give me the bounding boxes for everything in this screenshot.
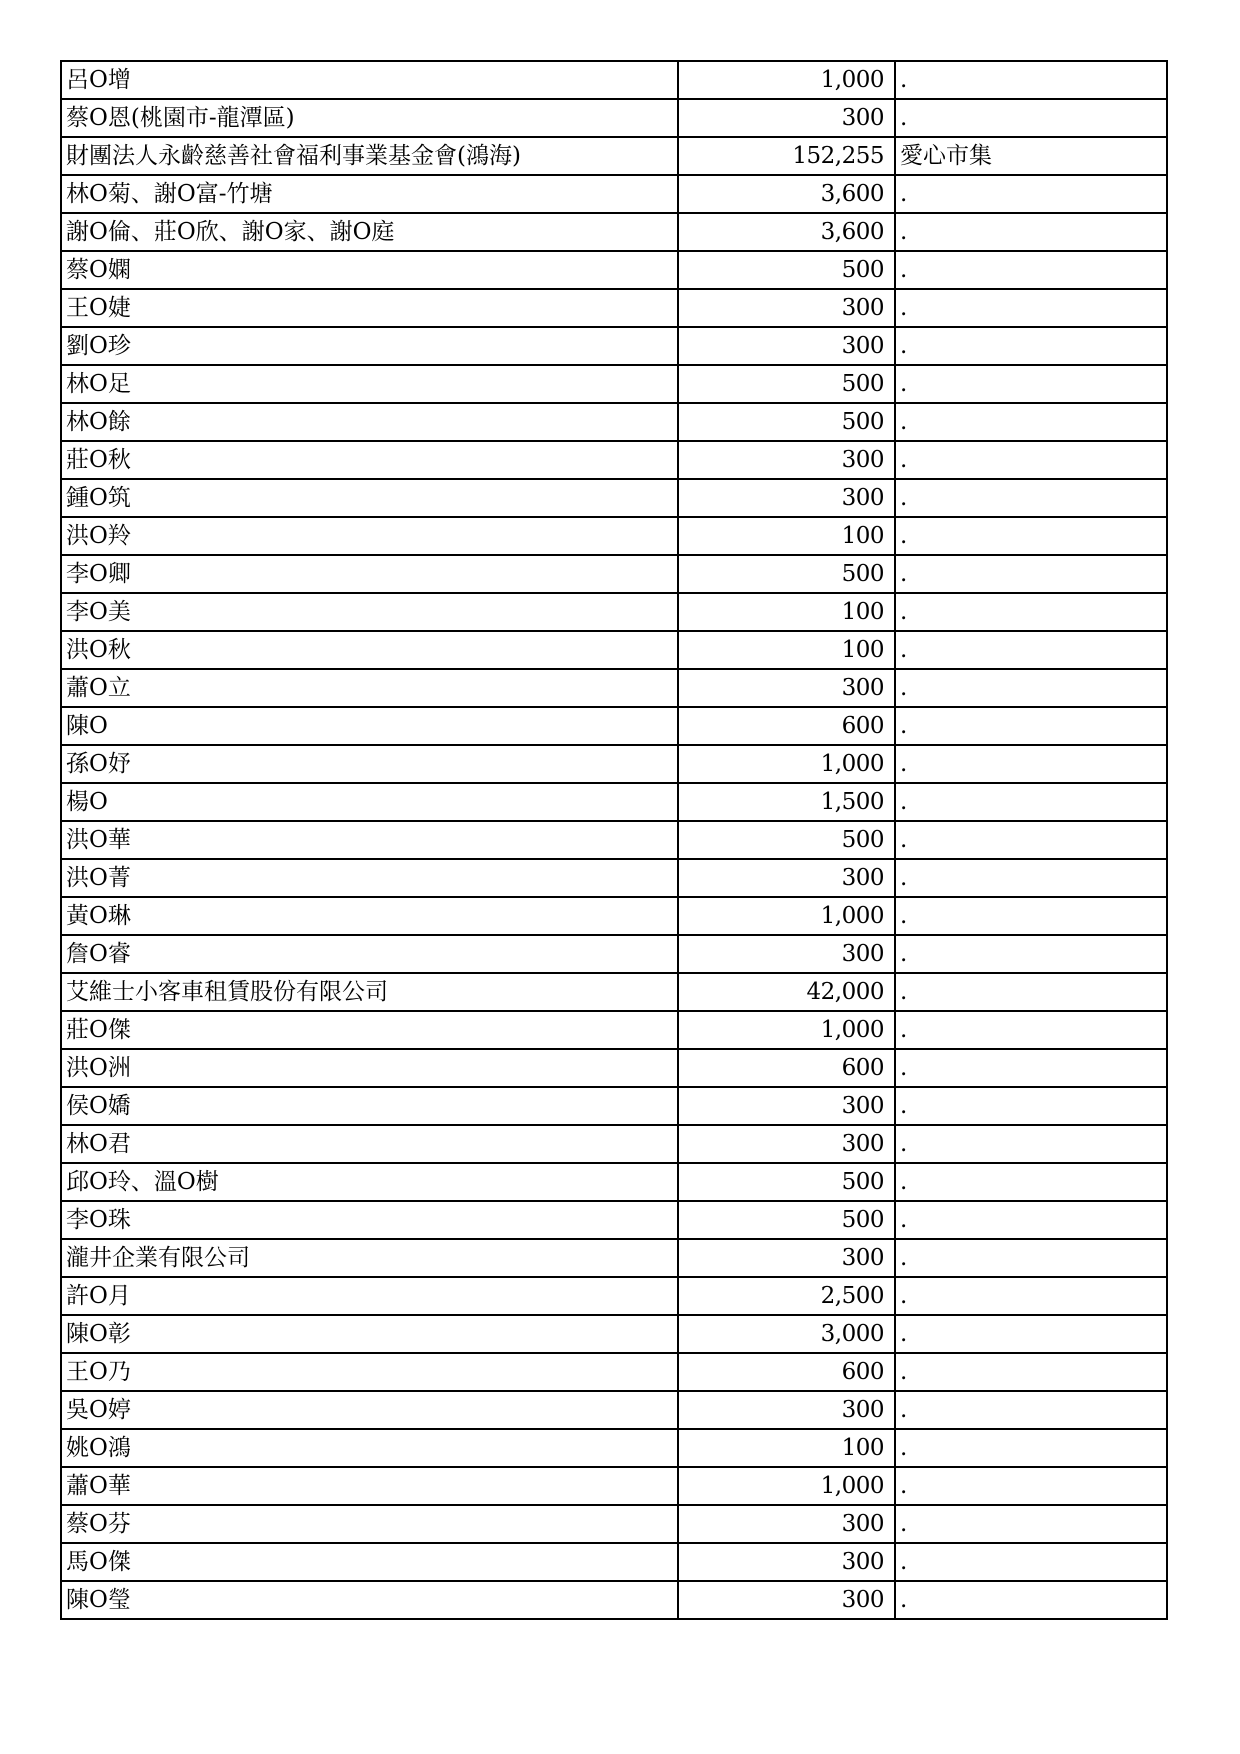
donation-amount-cell: 1,500 [678,783,895,821]
donation-note-cell: . [895,1087,1167,1125]
donation-amount-cell: 1,000 [678,1011,895,1049]
donation-table [60,60,1168,1620]
donation-note-cell: . [895,479,1167,517]
donor-name-cell: 蔡O恩(桃園市-龍潭區) [61,99,678,137]
table-row [61,99,1167,137]
donor-name-cell: 瀧井企業有限公司 [61,1239,678,1277]
donation-amount-cell: 300 [678,1581,895,1619]
table-row [61,479,1167,517]
table-row [61,1505,1167,1543]
table-row [61,1125,1167,1163]
donation-note-cell: . [895,1429,1167,1467]
table-row [61,517,1167,555]
donation-amount-cell: 100 [678,517,895,555]
donation-note-cell: . [895,1201,1167,1239]
donation-note-cell: . [895,213,1167,251]
donor-name-cell: 蔡O嫻 [61,251,678,289]
donation-note-cell: . [895,1125,1167,1163]
donation-note-cell: . [895,821,1167,859]
table-row [61,1011,1167,1049]
donor-name-cell: 侯O嬌 [61,1087,678,1125]
table-row [61,1543,1167,1581]
donation-note-cell: . [895,707,1167,745]
table-row [61,289,1167,327]
donor-name-cell: 陳O瑩 [61,1581,678,1619]
donation-amount-cell: 300 [678,289,895,327]
donation-note-cell: . [895,1353,1167,1391]
donor-name-cell: 林O足 [61,365,678,403]
donation-note-cell: . [895,1467,1167,1505]
table-row [61,1581,1167,1619]
donation-note-cell: . [895,289,1167,327]
table-row [61,61,1167,99]
donation-note-cell: . [895,61,1167,99]
donation-note-cell: . [895,1239,1167,1277]
donor-name-cell: 莊O秋 [61,441,678,479]
table-row [61,593,1167,631]
table-row [61,1201,1167,1239]
donation-amount-cell: 500 [678,251,895,289]
table-row [61,897,1167,935]
donation-amount-cell: 300 [678,669,895,707]
donation-amount-cell: 500 [678,1163,895,1201]
donation-note-cell: . [895,365,1167,403]
donation-note-cell: . [895,669,1167,707]
donor-name-cell: 許O月 [61,1277,678,1315]
donation-note-cell: . [895,1011,1167,1049]
donor-name-cell: 馬O傑 [61,1543,678,1581]
table-row [61,783,1167,821]
donor-name-cell: 艾維士小客車租賃股份有限公司 [61,973,678,1011]
table-row [61,175,1167,213]
donor-name-cell: 林O餘 [61,403,678,441]
donation-note-cell: . [895,403,1167,441]
donation-table-body [61,61,1167,1619]
donation-note-cell: . [895,1543,1167,1581]
donation-note-cell: . [895,1049,1167,1087]
table-row [61,1467,1167,1505]
table-row [61,1429,1167,1467]
table-row [61,1353,1167,1391]
table-row [61,1087,1167,1125]
donor-name-cell: 蔡O芬 [61,1505,678,1543]
donation-note-cell: . [895,1315,1167,1353]
table-row [61,821,1167,859]
table-row [61,1163,1167,1201]
donor-name-cell: 林O君 [61,1125,678,1163]
table-row [61,327,1167,365]
donation-amount-cell: 300 [678,479,895,517]
table-row [61,707,1167,745]
donation-amount-cell: 100 [678,593,895,631]
donation-amount-cell: 300 [678,859,895,897]
donor-name-cell: 鍾O筑 [61,479,678,517]
donor-name-cell: 王O乃 [61,1353,678,1391]
donor-name-cell: 李O卿 [61,555,678,593]
table-row [61,365,1167,403]
donation-note-cell: . [895,935,1167,973]
donation-amount-cell: 600 [678,1353,895,1391]
donation-note-cell: . [895,555,1167,593]
donation-amount-cell: 3,600 [678,213,895,251]
table-row [61,1315,1167,1353]
table-row [61,1239,1167,1277]
donation-amount-cell: 100 [678,631,895,669]
donation-amount-cell: 42,000 [678,973,895,1011]
donation-amount-cell: 1,000 [678,897,895,935]
donation-note-cell: . [895,1505,1167,1543]
table-row [61,1277,1167,1315]
donation-amount-cell: 300 [678,441,895,479]
donation-amount-cell: 300 [678,1239,895,1277]
donation-amount-cell: 500 [678,403,895,441]
donation-amount-cell: 500 [678,1201,895,1239]
donor-name-cell: 黃O琳 [61,897,678,935]
donation-amount-cell: 3,600 [678,175,895,213]
donor-name-cell: 劉O珍 [61,327,678,365]
donor-name-cell: 洪O華 [61,821,678,859]
donation-note-cell: . [895,175,1167,213]
donation-amount-cell: 300 [678,1543,895,1581]
donation-amount-cell: 600 [678,1049,895,1087]
donation-amount-cell: 100 [678,1429,895,1467]
donation-note-cell: . [895,1163,1167,1201]
table-row [61,669,1167,707]
table-row [61,631,1167,669]
table-row [61,859,1167,897]
donor-name-cell: 楊O [61,783,678,821]
table-row [61,403,1167,441]
donor-name-cell: 莊O傑 [61,1011,678,1049]
donor-name-cell: 財團法人永齡慈善社會福利事業基金會(鴻海) [61,137,678,175]
donation-note-cell: . [895,327,1167,365]
donation-note-cell: 愛心市集 [895,137,1167,175]
donation-amount-cell: 300 [678,327,895,365]
donation-note-cell: . [895,897,1167,935]
donation-note-cell: . [895,973,1167,1011]
donation-amount-cell: 152,255 [678,137,895,175]
table-row [61,973,1167,1011]
donor-name-cell: 洪O洲 [61,1049,678,1087]
donation-amount-cell: 300 [678,1505,895,1543]
donor-name-cell: 洪O菁 [61,859,678,897]
donation-amount-cell: 300 [678,1125,895,1163]
donation-amount-cell: 2,500 [678,1277,895,1315]
table-row [61,441,1167,479]
donor-name-cell: 詹O睿 [61,935,678,973]
table-row [61,745,1167,783]
table-row [61,1049,1167,1087]
donor-name-cell: 謝O倫、莊O欣、謝O家、謝O庭 [61,213,678,251]
donor-name-cell: 姚O鴻 [61,1429,678,1467]
donation-note-cell: . [895,251,1167,289]
donation-amount-cell: 3,000 [678,1315,895,1353]
document-page [60,60,1166,1620]
donation-amount-cell: 300 [678,1087,895,1125]
donor-name-cell: 吳O婷 [61,1391,678,1429]
donor-name-cell: 洪O羚 [61,517,678,555]
donation-amount-cell: 500 [678,821,895,859]
donation-note-cell: . [895,593,1167,631]
donation-note-cell: . [895,631,1167,669]
donation-amount-cell: 1,000 [678,745,895,783]
donor-name-cell: 李O珠 [61,1201,678,1239]
donor-name-cell: 呂O增 [61,61,678,99]
table-row [61,251,1167,289]
donation-note-cell: . [895,745,1167,783]
table-row [61,935,1167,973]
donor-name-cell: 王O婕 [61,289,678,327]
donor-name-cell: 孫O妤 [61,745,678,783]
table-row [61,137,1167,175]
donation-amount-cell: 600 [678,707,895,745]
donation-amount-cell: 500 [678,555,895,593]
donation-amount-cell: 1,000 [678,1467,895,1505]
donation-note-cell: . [895,859,1167,897]
table-row [61,1391,1167,1429]
donor-name-cell: 洪O秋 [61,631,678,669]
donation-note-cell: . [895,1277,1167,1315]
donation-amount-cell: 300 [678,935,895,973]
donor-name-cell: 蕭O華 [61,1467,678,1505]
donation-note-cell: . [895,1391,1167,1429]
donation-note-cell: . [895,783,1167,821]
donor-name-cell: 李O美 [61,593,678,631]
donation-amount-cell: 300 [678,1391,895,1429]
donation-amount-cell: 300 [678,99,895,137]
donation-note-cell: . [895,1581,1167,1619]
donor-name-cell: 蕭O立 [61,669,678,707]
donor-name-cell: 陳O彰 [61,1315,678,1353]
table-row [61,555,1167,593]
donation-amount-cell: 500 [678,365,895,403]
donor-name-cell: 陳O [61,707,678,745]
donor-name-cell: 林O菊、謝O富-竹塘 [61,175,678,213]
donor-name-cell: 邱O玲、溫O樹 [61,1163,678,1201]
table-row [61,213,1167,251]
donation-note-cell: . [895,99,1167,137]
donation-amount-cell: 1,000 [678,61,895,99]
donation-note-cell: . [895,441,1167,479]
donation-note-cell: . [895,517,1167,555]
